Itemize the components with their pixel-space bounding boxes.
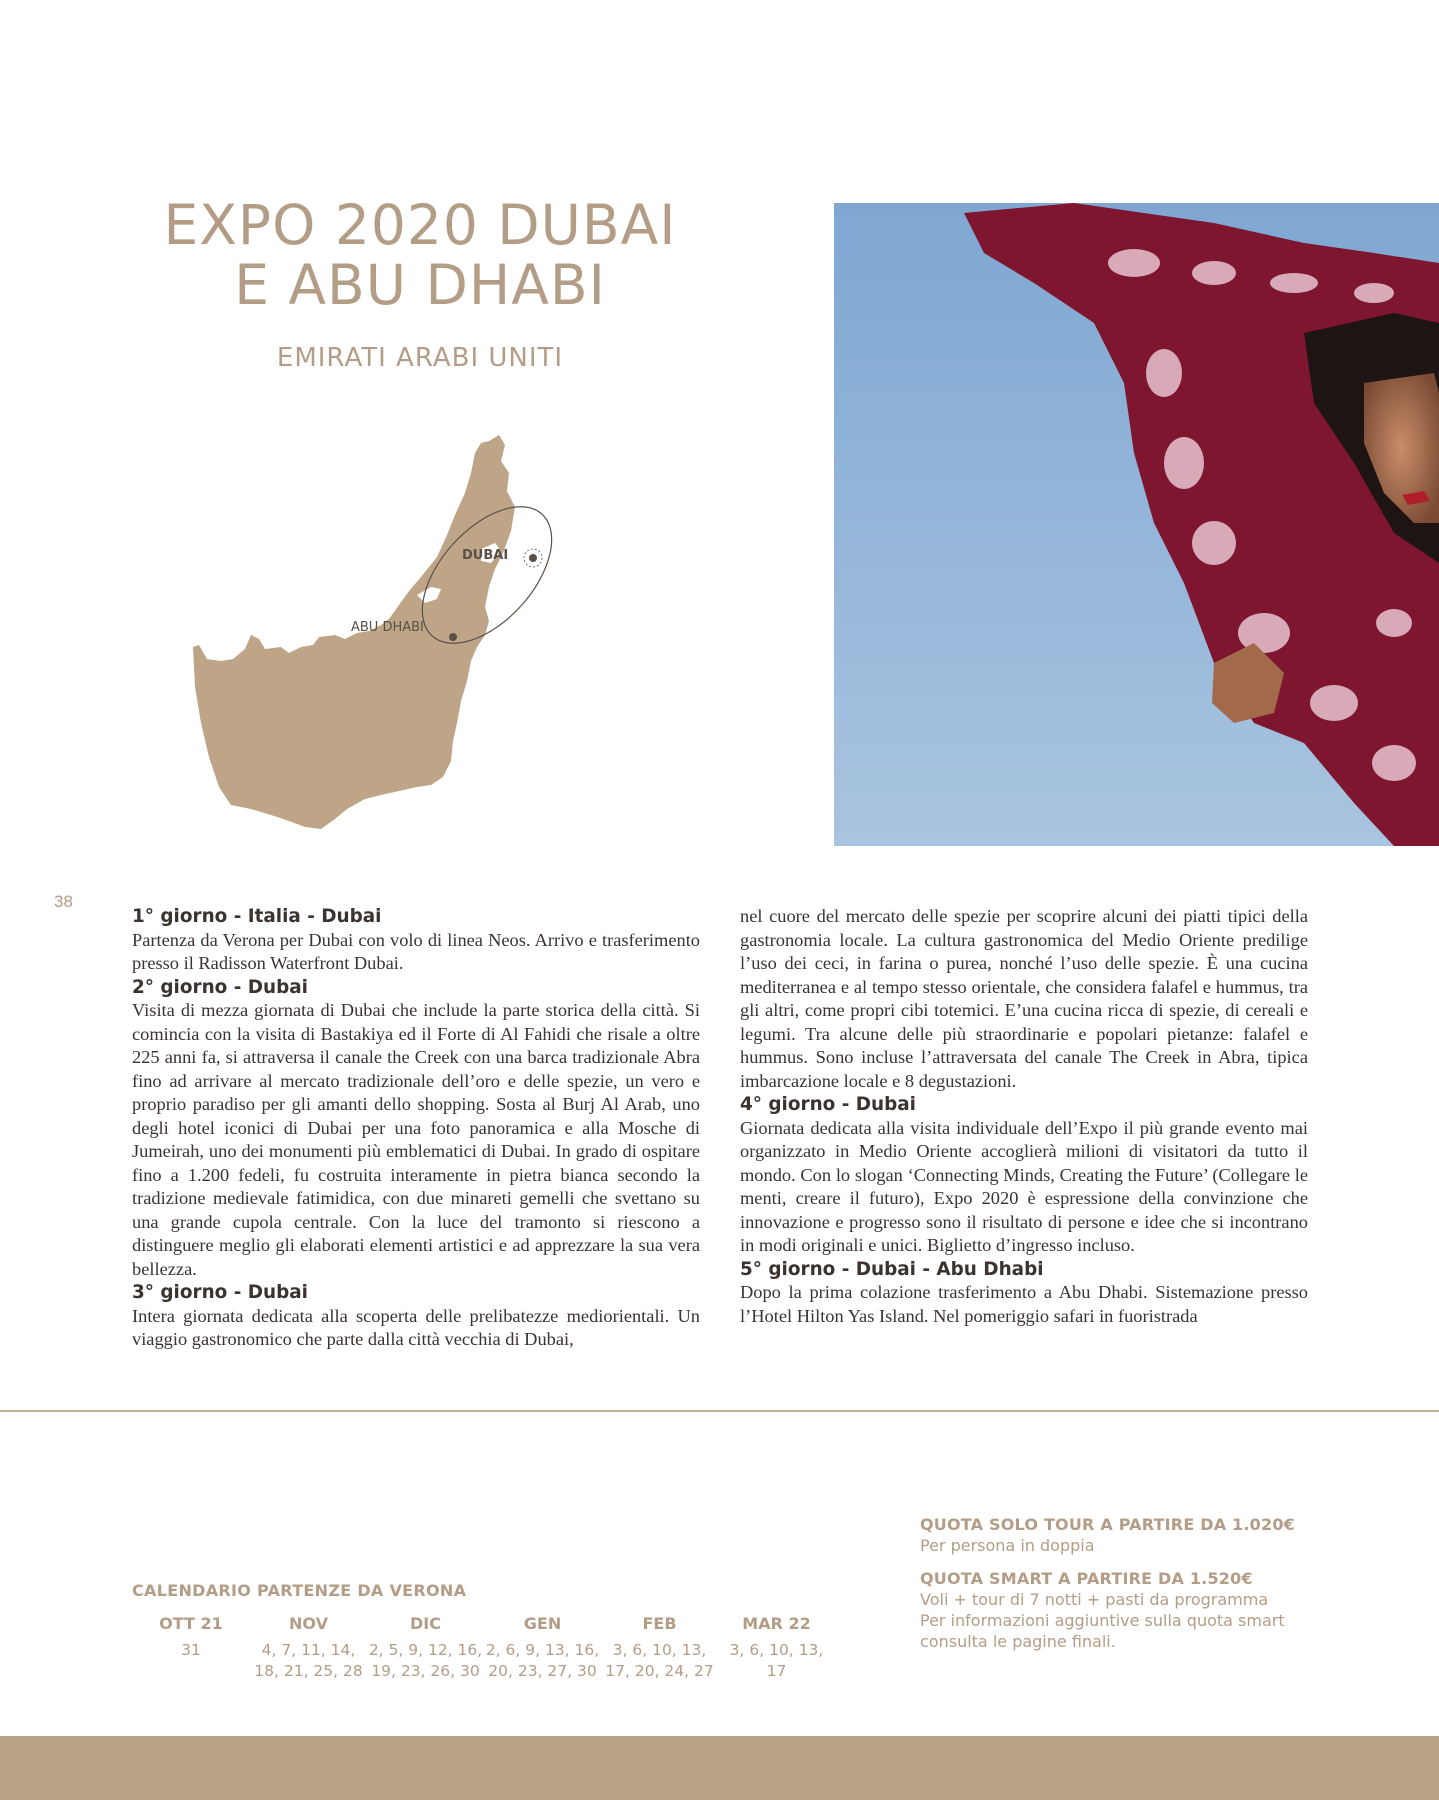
calendar-month-dates: 2, 5, 9, 12, 16, 19, 23, 26, 30 (368, 1641, 483, 1680)
calendar-month-column (601, 1614, 718, 1682)
section-divider (0, 1410, 1439, 1412)
day-5-text: Dopo la prima colazione trasferimento a Abu Dhabi. Sistemazione presso l’Hotel Hilton Yas Island. Nel pomeriggio safari in fuoristrada (740, 1282, 1308, 1326)
quote-smart-heading: QUOTA SMART A PARTIRE DA 1.520€ (920, 1569, 1253, 1588)
dubai-marker (529, 554, 537, 562)
departure-calendar (132, 1581, 852, 1682)
page-number: 38 (54, 892, 73, 911)
map-label-dubai: DUBAI (462, 548, 509, 563)
quote-smart-note-1: Voli + tour di 7 notti + pasti da programma (920, 1590, 1269, 1609)
calendar-month-column (367, 1614, 484, 1682)
quote-smart-note-2: Per informazioni aggiuntive sulla quota smart consulta le pagine finali. (920, 1611, 1285, 1651)
calendar-month-label: FEB (642, 1614, 677, 1633)
day-3-continuation: nel cuore del mercato delle spezie per scoprire alcuni dei piatti tipici della gastronomia locale. La cultura gastronomica del Medio Oriente predilige l’uso dei ceci, in farina o purea, nonché l’uso delle spezie. È una cucina mediterranea e al tempo stesso orientale, che considera falafel e hummus, tra gli altri, come propri cibi totemici. E’una cucina ricca di spezie, di cereali e legumi. Tra alcune delle più straordinarie e popolari pietanze: falafel e hummus. Sono incluse l’attraversata del canale The Creek in Abra, tipica imbarcazione locale e 8 degustazioni. (740, 906, 1308, 1091)
calendar-month-dates: 4, 7, 11, 14, 18, 21, 25, 28 (254, 1641, 363, 1680)
itinerary-column-left (132, 905, 700, 1352)
abu-dhabi-marker (449, 633, 457, 641)
calendar-month-dates: 31 (181, 1641, 201, 1659)
price-quotes (920, 1514, 1340, 1652)
itinerary-column-right (740, 905, 1308, 1328)
day-4-heading: 4° giorno - Dubai (740, 1094, 916, 1115)
day-2-heading: 2° giorno - Dubai (132, 976, 308, 998)
calendar-month-column (718, 1614, 835, 1682)
calendar-month-dates: 2, 6, 9, 13, 16, 20, 23, 27, 30 (485, 1641, 600, 1680)
calendar-month-label: DIC (410, 1614, 441, 1633)
day-5-heading: 5° giorno - Dubai - Abu Dhabi (740, 1258, 1044, 1280)
quote-tour-note: Per persona in doppia (920, 1536, 1095, 1555)
calendar-month-dates: 3, 6, 10, 13, 17, 20, 24, 27 (605, 1641, 714, 1680)
calendar-month-label: GEN (523, 1614, 562, 1633)
calendar-months (132, 1614, 852, 1682)
quote-tour-heading: QUOTA SOLO TOUR A PARTIRE DA 1.020€ (920, 1515, 1295, 1534)
calendar-month-column (250, 1614, 367, 1682)
calendar-month-label: NOV (289, 1614, 328, 1633)
day-3-heading: 3° giorno - Dubai (132, 1282, 308, 1303)
map-label-abu-dhabi: ABU DHABI (351, 620, 424, 635)
calendar-month-column (484, 1614, 601, 1682)
page-title-line-1: EXPO 2020 DUBAI (163, 193, 677, 257)
calendar-month-label: OTT 21 (159, 1614, 223, 1633)
day-4-text: Giornata dedicata alla visita individuale dell’Expo il più grande evento mai organizzato in Medio Oriente accoglierà milioni di visitatori da tutto il mondo. Con lo slogan ‘Connecting Minds, Creating the Future’ (Collegare le menti, creare il futuro), Expo 2020 è espressione della convinzione che innovazione e progresso sono il risultato di persone e idee che si incontrano in modi originali e unici. Biglietto d’ingresso incluso. (740, 1117, 1308, 1255)
page-title-line-2: E ABU DHABI (234, 253, 606, 317)
calendar-month-column (132, 1614, 250, 1682)
calendar-title: CALENDARIO PARTENZE DA VERONA (132, 1581, 467, 1600)
day-2-text: Visita di mezza giornata di Dubai che include la parte storica della città. Si comincia con la visita di Bastakiya ed il Forte di Al Fahidi che risale a oltre 225 anni fa, si attraversa il canale the Creek con una barca tradizionale Abra fino ad arrivare al mercato tradizionale dell’oro e delle spezie, un vero e proprio paradiso per gli amanti dello shopping. Sosta al Burj Al Arab, uno degli hotel iconici di Dubai per una foto panoramica e alla Mosche di Jumeirah, uno dei monumenti più emblematici di Dubai. In grado di ospitare fino a 1.200 fedeli, fu costruita interamente in pietra bianca secondo la tradizione medievale fatimidica, con due minareti gemelli che svettano su una grande cupola centrale. Con la luce del tramonto si riescono a distinguere meglio gli elaborati elementi artistici e ad apprezzare la sua vera bellezza. (132, 1000, 700, 1279)
footer-band (0, 1736, 1439, 1800)
day-1-text: Partenza da Verona per Dubai con volo di linea Neos. Arrivo e trasferimento presso il Radisson Waterfront Dubai. (132, 929, 700, 973)
calendar-month-dates: 3, 6, 10, 13, 17 (729, 1641, 824, 1680)
calendar-month-label: MAR 22 (742, 1614, 811, 1633)
day-3-text: Intera giornata dedicata alla scoperta delle prelibatezze mediorientali. Un viaggio gastronomico che parte dalla città vecchia di Dubai, (132, 1305, 700, 1349)
title-block (120, 195, 720, 373)
day-1-heading: 1° giorno - Italia - Dubai (132, 906, 382, 927)
uae-map (185, 435, 655, 835)
page-subtitle: EMIRATI ARABI UNITI (276, 343, 564, 373)
hero-photo (834, 203, 1439, 846)
